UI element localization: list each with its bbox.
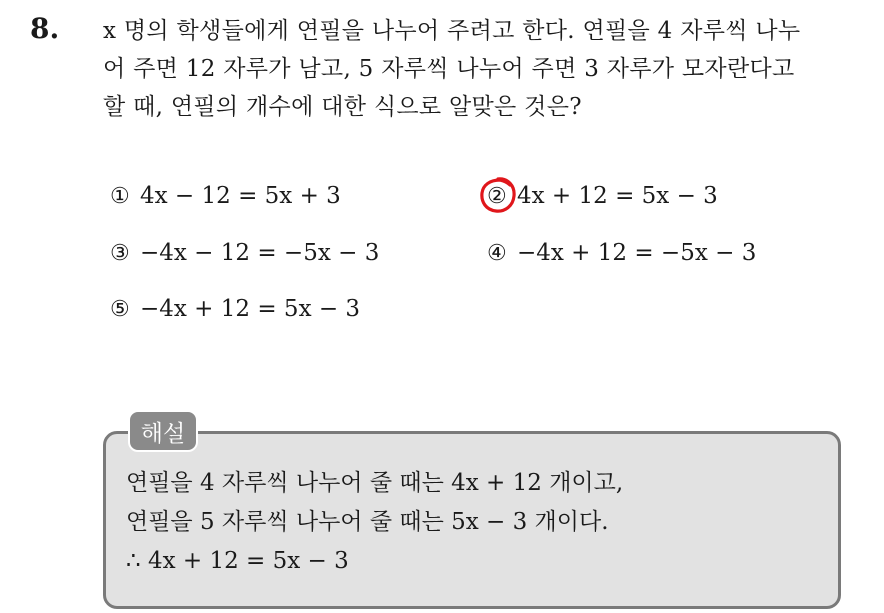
choice-1-expression: 4x − 12 = 5x + 3 xyxy=(140,183,341,209)
choice-1-number: ① xyxy=(110,183,130,209)
choice-4[interactable] xyxy=(487,240,756,266)
choice-3-number: ③ xyxy=(110,240,130,266)
question-number: 8. xyxy=(30,12,60,45)
choice-3[interactable] xyxy=(110,240,379,266)
question-line-2: 어 주면 12 자루가 남고, 5 자루씩 나누어 주면 3 자루가 모자란다고 xyxy=(103,56,795,82)
choice-3-expression: −4x − 12 = −5x − 3 xyxy=(140,240,380,266)
choice-5[interactable] xyxy=(110,296,360,322)
question-line-1: x 명의 학생들에게 연필을 나누어 주려고 한다. 연필을 4 자루씩 나누 xyxy=(103,18,801,44)
choice-4-expression: −4x + 12 = −5x − 3 xyxy=(517,240,757,266)
solution-line-3: ∴ 4x + 12 = 5x − 3 xyxy=(126,548,349,574)
choice-2-expression: 4x + 12 = 5x − 3 xyxy=(517,183,718,209)
question-text xyxy=(103,12,873,126)
question-line-3: 할 때, 연필의 개수에 대한 식으로 알맞은 것은? xyxy=(103,94,582,120)
solution-tab-label: 해설 xyxy=(128,410,198,452)
choice-2-number: ② xyxy=(487,183,507,209)
choice-2[interactable] xyxy=(487,183,718,209)
solution-line-2: 연필을 5 자루씩 나누어 줄 때는 5x − 3 개이다. xyxy=(126,509,609,535)
solution-text xyxy=(126,464,623,581)
choice-5-expression: −4x + 12 = 5x − 3 xyxy=(140,296,361,322)
choice-4-number: ④ xyxy=(487,240,507,266)
choice-1[interactable] xyxy=(110,183,341,209)
choice-5-number: ⑤ xyxy=(110,296,130,322)
solution-line-1: 연필을 4 자루씩 나누어 줄 때는 4x + 12 개이고, xyxy=(126,470,624,496)
